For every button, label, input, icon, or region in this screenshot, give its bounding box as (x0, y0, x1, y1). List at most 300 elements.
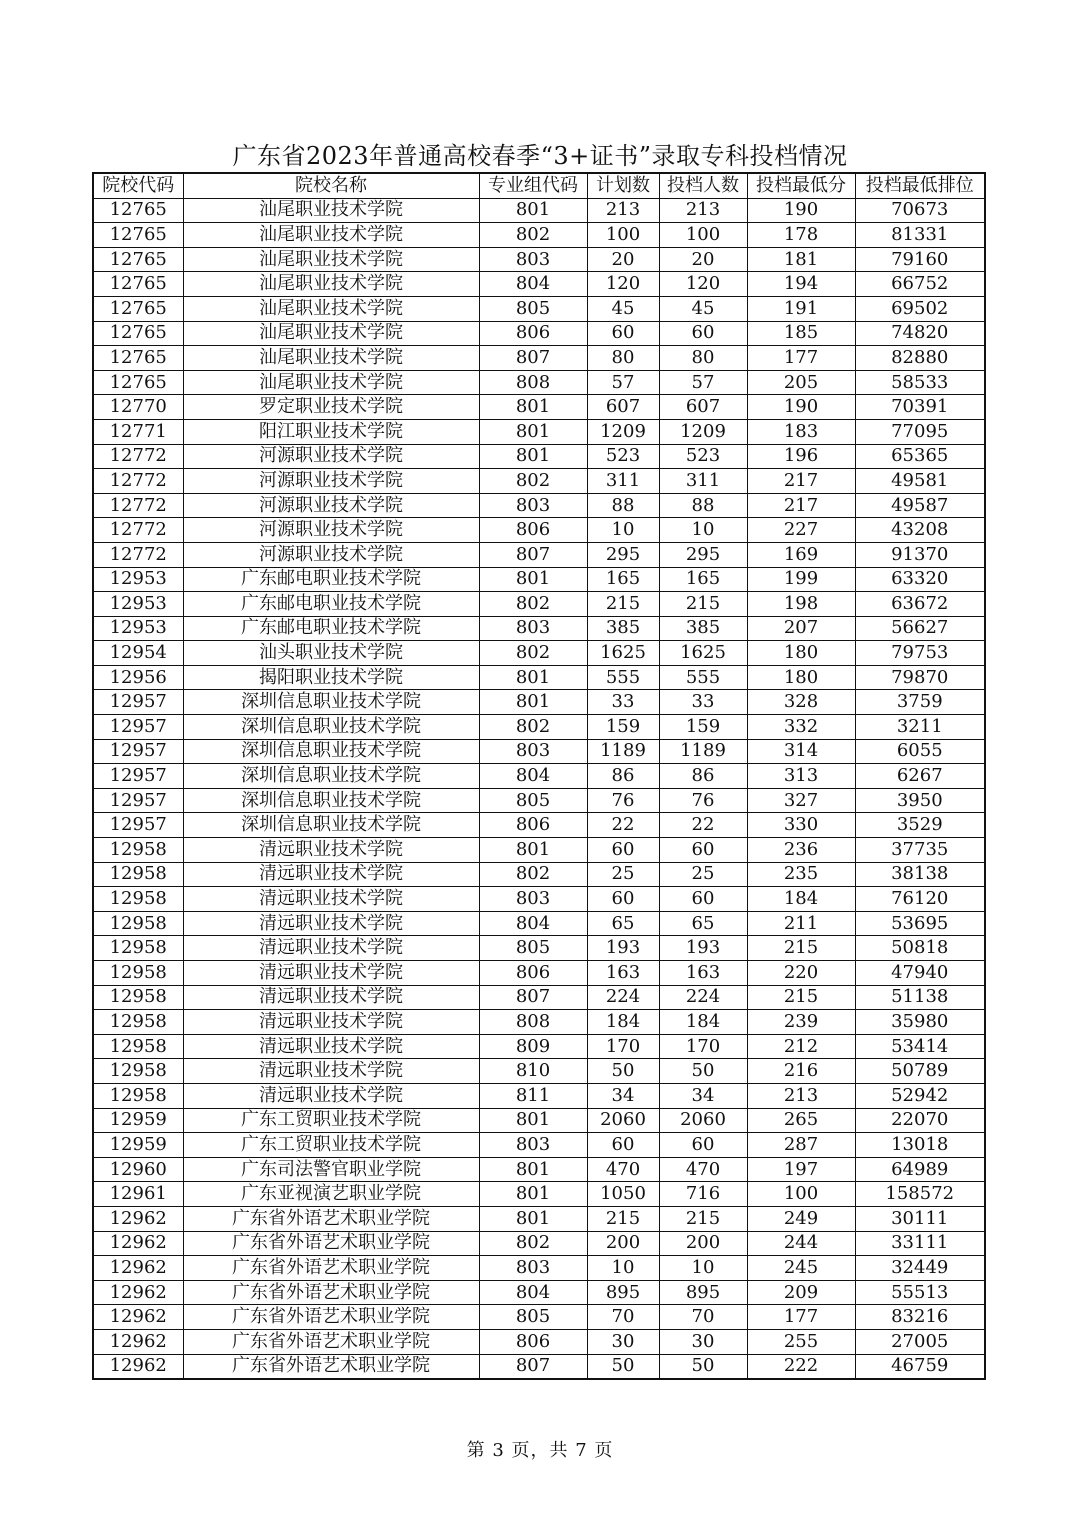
plan-count-cell: 22 (587, 813, 659, 838)
admitted-count-cell: 1625 (659, 641, 747, 666)
table-row (93, 862, 985, 887)
group-code-cell: 801 (479, 690, 587, 715)
group-code-cell: 803 (479, 887, 587, 912)
school-code-cell: 12957 (93, 764, 183, 789)
plan-count-cell: 10 (587, 518, 659, 543)
school-code-cell: 12765 (93, 321, 183, 346)
plan-count-cell: 311 (587, 469, 659, 494)
table-row (93, 518, 985, 543)
group-code-cell: 801 (479, 665, 587, 690)
min-rank-cell: 56627 (855, 616, 985, 641)
min-score-cell: 183 (747, 419, 855, 444)
school-code-cell: 12765 (93, 346, 183, 371)
min-rank-cell: 38138 (855, 862, 985, 887)
table-row (93, 198, 985, 223)
group-code-cell: 801 (479, 395, 587, 420)
group-code-cell: 801 (479, 1206, 587, 1231)
school-name-cell: 汕尾职业技术学院 (183, 247, 479, 272)
min-score-cell: 205 (747, 370, 855, 395)
min-rank-cell: 55513 (855, 1280, 985, 1305)
min-rank-cell: 32449 (855, 1256, 985, 1281)
group-code-cell: 802 (479, 641, 587, 666)
school-name-cell: 清远职业技术学院 (183, 936, 479, 961)
group-code-cell: 804 (479, 764, 587, 789)
min-rank-cell: 66752 (855, 272, 985, 297)
school-code-cell: 12953 (93, 616, 183, 641)
plan-count-cell: 224 (587, 985, 659, 1010)
group-code-cell: 802 (479, 1231, 587, 1256)
table-row (93, 985, 985, 1010)
admitted-count-cell: 213 (659, 198, 747, 223)
admitted-count-cell: 80 (659, 346, 747, 371)
school-name-cell: 汕尾职业技术学院 (183, 198, 479, 223)
school-code-cell: 12953 (93, 567, 183, 592)
school-name-cell: 广东省外语艺术职业学院 (183, 1329, 479, 1354)
plan-count-cell: 1625 (587, 641, 659, 666)
admitted-count-cell: 607 (659, 395, 747, 420)
group-code-cell: 802 (479, 223, 587, 248)
min-rank-cell: 82880 (855, 346, 985, 371)
table-row (93, 1083, 985, 1108)
school-code-cell: 12958 (93, 985, 183, 1010)
school-name-cell: 广东省外语艺术职业学院 (183, 1206, 479, 1231)
min-score-cell: 314 (747, 739, 855, 764)
min-score-cell: 227 (747, 518, 855, 543)
group-code-cell: 801 (479, 1182, 587, 1207)
min-rank-cell: 43208 (855, 518, 985, 543)
group-code-cell: 801 (479, 838, 587, 863)
plan-count-cell: 1209 (587, 419, 659, 444)
min-rank-cell: 79160 (855, 247, 985, 272)
group-code-cell: 808 (479, 1010, 587, 1035)
admitted-count-cell: 20 (659, 247, 747, 272)
school-name-cell: 清远职业技术学院 (183, 911, 479, 936)
school-name-cell: 揭阳职业技术学院 (183, 665, 479, 690)
min-score-cell: 207 (747, 616, 855, 641)
min-score-cell: 196 (747, 444, 855, 469)
plan-count-cell: 10 (587, 1256, 659, 1281)
school-name-cell: 广东工贸职业技术学院 (183, 1108, 479, 1133)
group-code-cell: 804 (479, 1280, 587, 1305)
school-name-cell: 河源职业技术学院 (183, 493, 479, 518)
min-score-cell: 236 (747, 838, 855, 863)
min-rank-cell: 22070 (855, 1108, 985, 1133)
admitted-count-cell: 22 (659, 813, 747, 838)
plan-count-cell: 76 (587, 788, 659, 813)
admitted-count-cell: 10 (659, 1256, 747, 1281)
admitted-count-cell: 50 (659, 1059, 747, 1084)
col-header-school-name: 院校名称 (183, 173, 479, 198)
school-name-cell: 广东省外语艺术职业学院 (183, 1280, 479, 1305)
school-code-cell: 12958 (93, 838, 183, 863)
min-rank-cell: 27005 (855, 1329, 985, 1354)
school-name-cell: 深圳信息职业技术学院 (183, 739, 479, 764)
school-name-cell: 汕尾职业技术学院 (183, 223, 479, 248)
min-rank-cell: 79753 (855, 641, 985, 666)
admitted-count-cell: 33 (659, 690, 747, 715)
school-name-cell: 河源职业技术学院 (183, 518, 479, 543)
table-row (93, 223, 985, 248)
min-score-cell: 181 (747, 247, 855, 272)
min-rank-cell: 3211 (855, 715, 985, 740)
group-code-cell: 805 (479, 296, 587, 321)
school-code-cell: 12772 (93, 493, 183, 518)
min-score-cell: 328 (747, 690, 855, 715)
plan-count-cell: 34 (587, 1083, 659, 1108)
col-header-group-code: 专业组代码 (479, 173, 587, 198)
admitted-count-cell: 2060 (659, 1108, 747, 1133)
group-code-cell: 801 (479, 444, 587, 469)
school-code-cell: 12772 (93, 469, 183, 494)
group-code-cell: 801 (479, 419, 587, 444)
group-code-cell: 803 (479, 1133, 587, 1158)
school-code-cell: 12958 (93, 1010, 183, 1035)
plan-count-cell: 555 (587, 665, 659, 690)
school-code-cell: 12765 (93, 272, 183, 297)
table-row (93, 838, 985, 863)
min-rank-cell: 30111 (855, 1206, 985, 1231)
plan-count-cell: 50 (587, 1354, 659, 1379)
school-name-cell: 广东省外语艺术职业学院 (183, 1305, 479, 1330)
table-row (93, 813, 985, 838)
min-score-cell: 220 (747, 961, 855, 986)
admitted-count-cell: 159 (659, 715, 747, 740)
group-code-cell: 806 (479, 321, 587, 346)
min-score-cell: 177 (747, 346, 855, 371)
school-name-cell: 清远职业技术学院 (183, 985, 479, 1010)
group-code-cell: 806 (479, 1329, 587, 1354)
min-score-cell: 213 (747, 1083, 855, 1108)
table-row (93, 1256, 985, 1281)
plan-count-cell: 193 (587, 936, 659, 961)
group-code-cell: 805 (479, 1305, 587, 1330)
min-rank-cell: 81331 (855, 223, 985, 248)
school-code-cell: 12962 (93, 1256, 183, 1281)
table-row (93, 665, 985, 690)
admitted-count-cell: 193 (659, 936, 747, 961)
min-score-cell: 184 (747, 887, 855, 912)
plan-count-cell: 70 (587, 1305, 659, 1330)
admitted-count-cell: 10 (659, 518, 747, 543)
table-row (93, 469, 985, 494)
plan-count-cell: 895 (587, 1280, 659, 1305)
school-name-cell: 汕尾职业技术学院 (183, 296, 479, 321)
plan-count-cell: 607 (587, 395, 659, 420)
table-row (93, 1206, 985, 1231)
plan-count-cell: 65 (587, 911, 659, 936)
school-name-cell: 广东邮电职业技术学院 (183, 592, 479, 617)
school-code-cell: 12772 (93, 444, 183, 469)
min-rank-cell: 79870 (855, 665, 985, 690)
table-row (93, 739, 985, 764)
plan-count-cell: 25 (587, 862, 659, 887)
plan-count-cell: 200 (587, 1231, 659, 1256)
admitted-count-cell: 170 (659, 1034, 747, 1059)
school-name-cell: 汕尾职业技术学院 (183, 272, 479, 297)
min-rank-cell: 91370 (855, 542, 985, 567)
school-name-cell: 深圳信息职业技术学院 (183, 813, 479, 838)
table-row (93, 592, 985, 617)
group-code-cell: 807 (479, 985, 587, 1010)
school-code-cell: 12772 (93, 542, 183, 567)
min-rank-cell: 158572 (855, 1182, 985, 1207)
school-code-cell: 12958 (93, 1034, 183, 1059)
min-score-cell: 245 (747, 1256, 855, 1281)
school-name-cell: 广东省外语艺术职业学院 (183, 1231, 479, 1256)
school-code-cell: 12958 (93, 887, 183, 912)
group-code-cell: 804 (479, 272, 587, 297)
table-row (93, 542, 985, 567)
group-code-cell: 807 (479, 1354, 587, 1379)
plan-count-cell: 470 (587, 1157, 659, 1182)
plan-count-cell: 165 (587, 567, 659, 592)
admitted-count-cell: 215 (659, 1206, 747, 1231)
min-score-cell: 198 (747, 592, 855, 617)
min-score-cell: 327 (747, 788, 855, 813)
min-score-cell: 287 (747, 1133, 855, 1158)
table-row (93, 1059, 985, 1084)
admitted-count-cell: 555 (659, 665, 747, 690)
plan-count-cell: 100 (587, 223, 659, 248)
min-score-cell: 178 (747, 223, 855, 248)
school-name-cell: 广东亚视演艺职业学院 (183, 1182, 479, 1207)
min-rank-cell: 49587 (855, 493, 985, 518)
admitted-count-cell: 88 (659, 493, 747, 518)
plan-count-cell: 170 (587, 1034, 659, 1059)
min-score-cell: 100 (747, 1182, 855, 1207)
plan-count-cell: 523 (587, 444, 659, 469)
school-code-cell: 12962 (93, 1280, 183, 1305)
school-name-cell: 广东工贸职业技术学院 (183, 1133, 479, 1158)
table-row (93, 567, 985, 592)
group-code-cell: 803 (479, 739, 587, 764)
admitted-count-cell: 895 (659, 1280, 747, 1305)
table-row (93, 764, 985, 789)
min-rank-cell: 70673 (855, 198, 985, 223)
plan-count-cell: 57 (587, 370, 659, 395)
plan-count-cell: 215 (587, 592, 659, 617)
min-rank-cell: 76120 (855, 887, 985, 912)
school-code-cell: 12765 (93, 223, 183, 248)
min-score-cell: 190 (747, 395, 855, 420)
admitted-count-cell: 86 (659, 764, 747, 789)
table-row (93, 788, 985, 813)
plan-count-cell: 45 (587, 296, 659, 321)
min-rank-cell: 35980 (855, 1010, 985, 1035)
col-header-admitted-count: 投档人数 (659, 173, 747, 198)
min-rank-cell: 74820 (855, 321, 985, 346)
plan-count-cell: 184 (587, 1010, 659, 1035)
school-name-cell: 阳江职业技术学院 (183, 419, 479, 444)
school-code-cell: 12956 (93, 665, 183, 690)
min-rank-cell: 3759 (855, 690, 985, 715)
school-name-cell: 清远职业技术学院 (183, 1083, 479, 1108)
school-code-cell: 12962 (93, 1329, 183, 1354)
group-code-cell: 811 (479, 1083, 587, 1108)
admitted-count-cell: 76 (659, 788, 747, 813)
table-row (93, 444, 985, 469)
min-rank-cell: 77095 (855, 419, 985, 444)
group-code-cell: 806 (479, 813, 587, 838)
admitted-count-cell: 100 (659, 223, 747, 248)
table-row (93, 1034, 985, 1059)
school-name-cell: 广东邮电职业技术学院 (183, 567, 479, 592)
school-code-cell: 12957 (93, 690, 183, 715)
min-rank-cell: 33111 (855, 1231, 985, 1256)
school-code-cell: 12770 (93, 395, 183, 420)
min-score-cell: 209 (747, 1280, 855, 1305)
min-rank-cell: 63672 (855, 592, 985, 617)
group-code-cell: 801 (479, 1108, 587, 1133)
school-code-cell: 12957 (93, 813, 183, 838)
school-code-cell: 12765 (93, 370, 183, 395)
min-rank-cell: 53414 (855, 1034, 985, 1059)
admitted-count-cell: 1189 (659, 739, 747, 764)
min-score-cell: 194 (747, 272, 855, 297)
school-name-cell: 清远职业技术学院 (183, 1059, 479, 1084)
admitted-count-cell: 311 (659, 469, 747, 494)
school-code-cell: 12959 (93, 1133, 183, 1158)
plan-count-cell: 20 (587, 247, 659, 272)
school-code-cell: 12958 (93, 862, 183, 887)
plan-count-cell: 1050 (587, 1182, 659, 1207)
admitted-count-cell: 1209 (659, 419, 747, 444)
group-code-cell: 805 (479, 936, 587, 961)
admitted-count-cell: 45 (659, 296, 747, 321)
table-row (93, 1305, 985, 1330)
col-header-school-code: 院校代码 (93, 173, 183, 198)
group-code-cell: 803 (479, 247, 587, 272)
page-footer: 第 3 页，共 7 页 (466, 1440, 614, 1461)
min-score-cell: 191 (747, 296, 855, 321)
group-code-cell: 808 (479, 370, 587, 395)
table-header-row (93, 173, 985, 198)
plan-count-cell: 2060 (587, 1108, 659, 1133)
admitted-count-cell: 184 (659, 1010, 747, 1035)
col-header-min-score: 投档最低分 (747, 173, 855, 198)
min-score-cell: 211 (747, 911, 855, 936)
plan-count-cell: 86 (587, 764, 659, 789)
school-name-cell: 清远职业技术学院 (183, 1034, 479, 1059)
group-code-cell: 801 (479, 198, 587, 223)
school-code-cell: 12765 (93, 296, 183, 321)
admitted-count-cell: 523 (659, 444, 747, 469)
min-rank-cell: 6267 (855, 764, 985, 789)
school-name-cell: 汕头职业技术学院 (183, 641, 479, 666)
school-name-cell: 清远职业技术学院 (183, 887, 479, 912)
school-code-cell: 12765 (93, 198, 183, 223)
admitted-count-cell: 25 (659, 862, 747, 887)
plan-count-cell: 163 (587, 961, 659, 986)
admitted-count-cell: 65 (659, 911, 747, 936)
group-code-cell: 807 (479, 346, 587, 371)
plan-count-cell: 60 (587, 838, 659, 863)
table-row (93, 1280, 985, 1305)
school-code-cell: 12954 (93, 641, 183, 666)
group-code-cell: 810 (479, 1059, 587, 1084)
group-code-cell: 802 (479, 862, 587, 887)
table-row (93, 1231, 985, 1256)
min-rank-cell: 83216 (855, 1305, 985, 1330)
plan-count-cell: 88 (587, 493, 659, 518)
table-row (93, 887, 985, 912)
school-code-cell: 12958 (93, 911, 183, 936)
school-code-cell: 12957 (93, 715, 183, 740)
plan-count-cell: 1189 (587, 739, 659, 764)
plan-count-cell: 60 (587, 1133, 659, 1158)
min-rank-cell: 58533 (855, 370, 985, 395)
admitted-count-cell: 50 (659, 1354, 747, 1379)
min-score-cell: 180 (747, 641, 855, 666)
school-code-cell: 12772 (93, 518, 183, 543)
group-code-cell: 802 (479, 715, 587, 740)
school-code-cell: 12961 (93, 1182, 183, 1207)
min-rank-cell: 50818 (855, 936, 985, 961)
school-code-cell: 12957 (93, 739, 183, 764)
table-row (93, 1157, 985, 1182)
school-code-cell: 12765 (93, 247, 183, 272)
group-code-cell: 801 (479, 1157, 587, 1182)
school-code-cell: 12962 (93, 1354, 183, 1379)
admitted-count-cell: 165 (659, 567, 747, 592)
school-code-cell: 12962 (93, 1206, 183, 1231)
min-score-cell: 215 (747, 936, 855, 961)
school-code-cell: 12958 (93, 936, 183, 961)
table-row (93, 641, 985, 666)
min-score-cell: 215 (747, 985, 855, 1010)
school-code-cell: 12960 (93, 1157, 183, 1182)
min-score-cell: 197 (747, 1157, 855, 1182)
min-rank-cell: 50789 (855, 1059, 985, 1084)
table-row (93, 936, 985, 961)
min-score-cell: 244 (747, 1231, 855, 1256)
table-row (93, 1133, 985, 1158)
min-rank-cell: 69502 (855, 296, 985, 321)
admitted-count-cell: 60 (659, 838, 747, 863)
min-score-cell: 199 (747, 567, 855, 592)
admitted-count-cell: 470 (659, 1157, 747, 1182)
min-rank-cell: 49581 (855, 469, 985, 494)
group-code-cell: 804 (479, 911, 587, 936)
admitted-count-cell: 716 (659, 1182, 747, 1207)
table-row (93, 715, 985, 740)
table-row (93, 247, 985, 272)
min-rank-cell: 47940 (855, 961, 985, 986)
group-code-cell: 802 (479, 469, 587, 494)
admitted-count-cell: 163 (659, 961, 747, 986)
group-code-cell: 803 (479, 616, 587, 641)
admitted-count-cell: 215 (659, 592, 747, 617)
school-name-cell: 广东省外语艺术职业学院 (183, 1354, 479, 1379)
table-row (93, 395, 985, 420)
school-code-cell: 12962 (93, 1305, 183, 1330)
school-code-cell: 12957 (93, 788, 183, 813)
school-name-cell: 河源职业技术学院 (183, 542, 479, 567)
school-code-cell: 12771 (93, 419, 183, 444)
admitted-count-cell: 57 (659, 370, 747, 395)
min-rank-cell: 6055 (855, 739, 985, 764)
school-name-cell: 广东邮电职业技术学院 (183, 616, 479, 641)
min-rank-cell: 13018 (855, 1133, 985, 1158)
school-name-cell: 广东司法警官职业学院 (183, 1157, 479, 1182)
plan-count-cell: 80 (587, 346, 659, 371)
group-code-cell: 803 (479, 493, 587, 518)
min-rank-cell: 3529 (855, 813, 985, 838)
min-rank-cell: 64989 (855, 1157, 985, 1182)
table-row (93, 321, 985, 346)
plan-count-cell: 60 (587, 887, 659, 912)
min-score-cell: 313 (747, 764, 855, 789)
